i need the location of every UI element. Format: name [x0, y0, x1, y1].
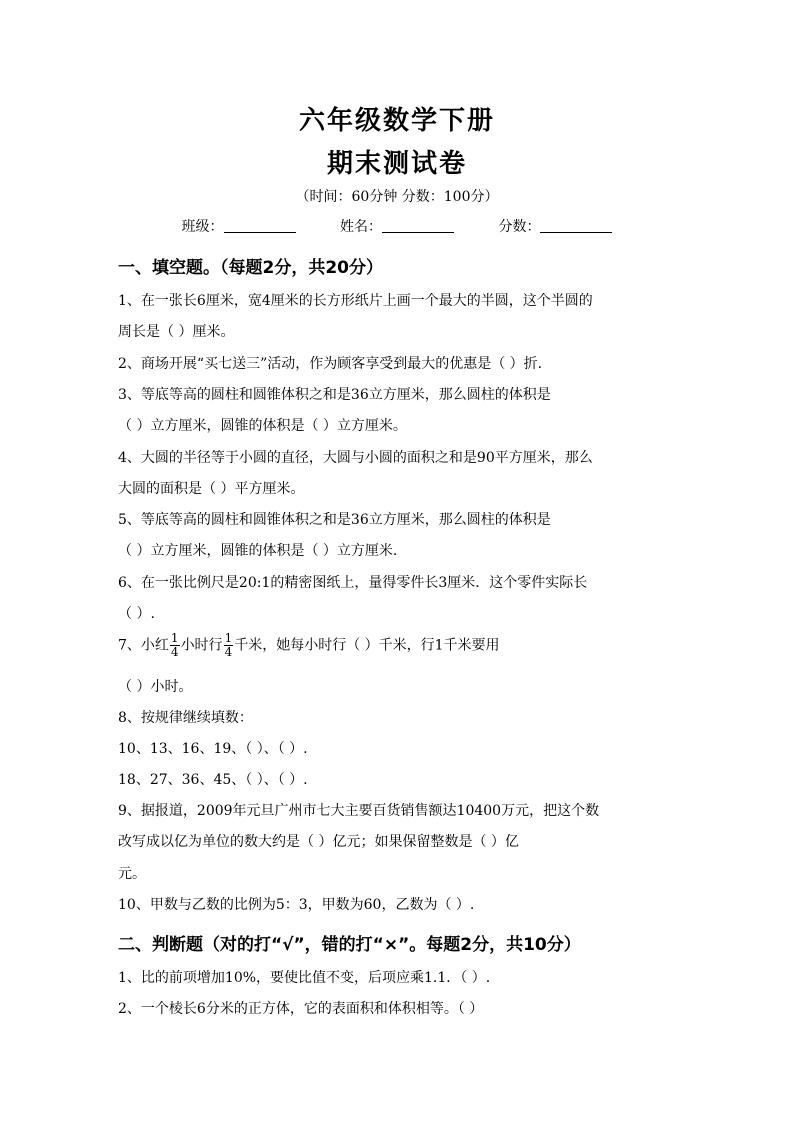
fraction-one-quarter [224, 632, 234, 659]
exam-subtitle: （时间：60分钟 分数：100分） [295, 189, 499, 205]
fraction-numerator: 1 [224, 631, 233, 645]
fraction-denominator: 4 [170, 645, 179, 659]
question-line: 2、商场开展“买七送三”活动，作为顾客享受到最大的优惠是（ ）折. [118, 356, 543, 372]
class-label: 班级： [181, 219, 224, 235]
question-line: 大圆的面积是（ ）平方厘米。 [118, 481, 305, 497]
question-line: 10、13、16、19、（ ）、（ ）. [118, 741, 308, 757]
question-line: 8、按规律继续填数： [118, 710, 253, 726]
question-line: 元。 [118, 866, 146, 882]
question-line: 1、比的前项增加10%，要使比值不变，后项应乘1.1．（ ）. [118, 970, 491, 986]
question-line: （ ）立方厘米，圆锥的体积是（ ）立方厘米。 [118, 418, 407, 434]
question-line: 1、在一张长6厘米，宽4厘米的长方形纸片上画一个最大的半圆，这个半圆的 [118, 293, 593, 309]
score-field [498, 216, 612, 236]
question-line: 18、27、36、45、（ ）、（ ）. [118, 772, 308, 788]
student-info-row [0, 216, 794, 236]
question-line: 5、等底等高的圆柱和圆锥体积之和是36立方厘米，那么圆柱的体积是 [118, 512, 551, 528]
question-line: 2、一个棱长6分米的正方体，它的表面积和体积相等。（ ） [118, 1001, 484, 1017]
question-line: 3、等底等高的圆柱和圆锥体积之和是36立方厘米，那么圆柱的体积是 [118, 387, 551, 403]
question-line: 10、甲数与乙数的比例为5：3，甲数为60，乙数为（ ）. [118, 897, 475, 913]
question-line: 周长是（ ）厘米。 [118, 324, 235, 340]
q7-text-3: 千米，她每小时行（ ）千米，行1千米要用 [234, 637, 500, 654]
fraction-numerator: 1 [170, 631, 179, 645]
class-field [182, 216, 296, 236]
fraction-denominator: 4 [224, 645, 233, 659]
question-7-line [118, 632, 500, 659]
question-line: （ ）. [118, 606, 155, 622]
class-blank[interactable] [224, 218, 296, 233]
name-label: 姓名： [340, 219, 382, 235]
section-1-heading: 一、填空题。（每题2分，共20分） [118, 258, 383, 278]
question-line: （ ）立方厘米，圆锥的体积是（ ）立方厘米. [118, 543, 398, 559]
section-2-heading: 二、判断题（对的打“√”，错的打“×”。每题2分，共10分） [118, 935, 581, 955]
question-line: 6、在一张比例尺是20:1的精密图纸上，量得零件长3厘米．这个零件实际长 [118, 575, 588, 591]
q7-text-1: 7、小红 [118, 637, 169, 654]
question-line: 4、大圆的半径等于小圆的直径，大圆与小圆的面积之和是90平方厘米，那么 [118, 450, 593, 466]
title-line-1: 六年级数学下册 [298, 106, 495, 136]
name-field [340, 216, 454, 236]
name-blank[interactable] [382, 218, 454, 233]
title-line-2: 期末测试卷 [326, 149, 467, 179]
q7-text-2: 小时行 [180, 637, 223, 654]
question-line: 改写成以亿为单位的数大约是（ ）亿元；如果保留整数是（ ）亿 [118, 834, 519, 850]
question-line: （ ）小时。 [118, 679, 193, 695]
score-blank[interactable] [540, 218, 612, 233]
fraction-one-quarter [170, 632, 180, 659]
score-label: 分数： [498, 219, 541, 235]
question-line: 9、据报道，2009年元旦广州市七大主要百货销售额达10400万元，把这个数 [118, 803, 600, 819]
